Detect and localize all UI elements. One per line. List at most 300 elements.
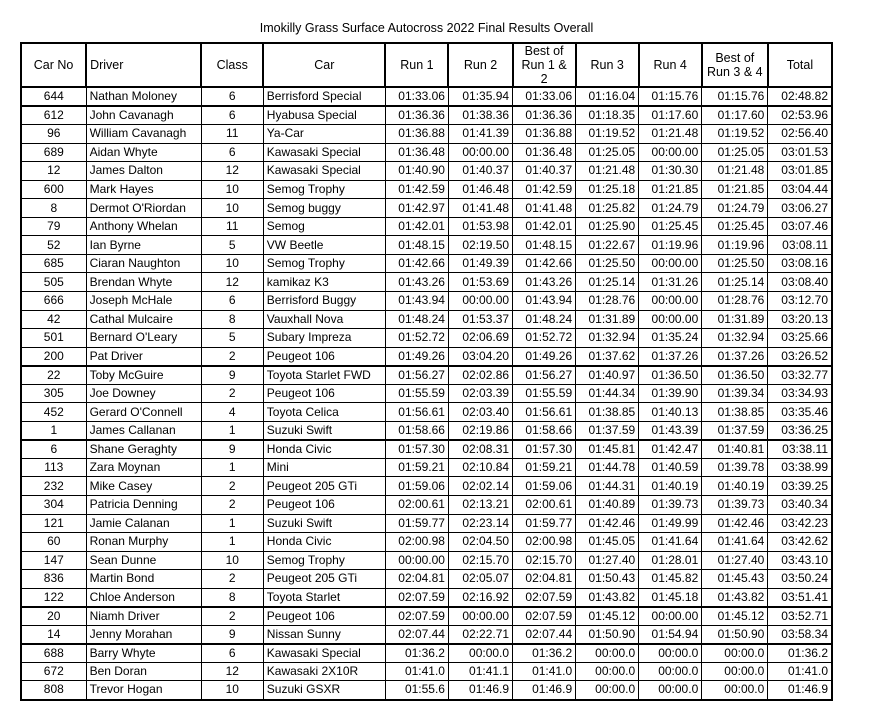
cell-run3: 01:40.97: [576, 366, 639, 385]
cell-run4: 01:31.26: [639, 273, 702, 292]
sheet-title: Imokilly Grass Surface Autocross 2022 Final Results Overall: [259, 21, 594, 35]
cell-run4: 01:35.24: [639, 329, 702, 348]
cell-best34: 01:40.81: [702, 440, 768, 459]
table-row: [21, 607, 832, 626]
cell-car-no: 20: [21, 607, 86, 626]
cell-car: Vauxhall Nova: [263, 310, 385, 329]
cell-total: 03:43.10: [768, 551, 832, 570]
cell-run4: 01:40.59: [639, 458, 702, 477]
cell-run3: 01:45.81: [576, 440, 639, 459]
cell-car: Berrisford Buggy: [263, 291, 385, 310]
cell-run2: 02:23.14: [448, 514, 512, 533]
header-car-no: Car No: [21, 43, 86, 87]
cell-class: 12: [201, 273, 263, 292]
cell-run4: 00:00.00: [639, 291, 702, 310]
cell-driver: Sean Dunne: [86, 551, 201, 570]
cell-run4: 01:21.85: [639, 180, 702, 199]
cell-run4: 00:00.00: [639, 310, 702, 329]
cell-run4: 01:42.47: [639, 440, 702, 459]
cell-driver: Ian Byrne: [86, 236, 201, 255]
cell-class: 2: [201, 607, 263, 626]
cell-total: 03:04.44: [768, 180, 832, 199]
cell-best34: 00:00.0: [702, 681, 768, 700]
cell-car-no: 6: [21, 440, 86, 459]
table-row: [21, 421, 832, 440]
cell-car-no: 836: [21, 570, 86, 589]
cell-run4: 00:00.0: [639, 662, 702, 681]
cell-car-no: 113: [21, 458, 86, 477]
cell-car: Peugeot 106: [263, 384, 385, 403]
cell-driver: Mark Hayes: [86, 180, 201, 199]
cell-best34: 01:38.85: [702, 403, 768, 422]
cell-total: 03:32.77: [768, 366, 832, 385]
cell-run4: 01:21.48: [639, 125, 702, 144]
cell-best34: 01:36.50: [702, 366, 768, 385]
cell-total: 03:08.11: [768, 236, 832, 255]
cell-total: 02:53.96: [768, 106, 832, 125]
cell-total: 03:08.40: [768, 273, 832, 292]
header-run3: Run 3: [576, 43, 639, 87]
cell-best12: 01:42.59: [513, 180, 576, 199]
cell-best12: 02:04.81: [513, 570, 576, 589]
cell-run1: 02:00.98: [385, 533, 448, 552]
cell-run4: 00:00.0: [639, 681, 702, 700]
cell-best12: 01:43.26: [513, 273, 576, 292]
table-row: [21, 477, 832, 496]
cell-best12: 01:33.06: [513, 87, 576, 106]
table-row: [21, 217, 832, 236]
cell-car: Subary Impreza: [263, 329, 385, 348]
cell-run2: 01:35.94: [448, 87, 512, 106]
cell-run3: 01:44.78: [576, 458, 639, 477]
cell-run4: 01:19.96: [639, 236, 702, 255]
cell-class: 1: [201, 458, 263, 477]
cell-run3: 01:21.48: [576, 162, 639, 181]
cell-class: 6: [201, 87, 263, 106]
cell-best12: 01:41.48: [513, 199, 576, 218]
cell-total: 03:36.25: [768, 421, 832, 440]
cell-run2: 01:41.1: [448, 662, 512, 681]
cell-class: 1: [201, 533, 263, 552]
header-row: [21, 43, 832, 87]
table-row: [21, 329, 832, 348]
cell-run4: 00:00.00: [639, 254, 702, 273]
cell-run1: 01:43.94: [385, 291, 448, 310]
header-driver: Driver: [86, 43, 201, 87]
cell-class: 12: [201, 162, 263, 181]
cell-car: Peugeot 205 GTi: [263, 477, 385, 496]
cell-run1: 01:36.48: [385, 143, 448, 162]
cell-run1: 01:36.88: [385, 125, 448, 144]
cell-class: 5: [201, 236, 263, 255]
cell-total: 01:41.0: [768, 662, 832, 681]
cell-run1: 01:33.06: [385, 87, 448, 106]
cell-class: 2: [201, 495, 263, 514]
cell-total: 03:08.16: [768, 254, 832, 273]
cell-total: 03:51.41: [768, 588, 832, 607]
cell-driver: James Dalton: [86, 162, 201, 181]
cell-best34: 01:25.14: [702, 273, 768, 292]
cell-run2: 01:46.9: [448, 681, 512, 700]
cell-car: Semog: [263, 217, 385, 236]
table-row: [21, 625, 832, 644]
header-best12-line2: Run 1 & 2: [521, 58, 567, 86]
header-class: Class: [201, 43, 263, 87]
cell-best34: 01:45.43: [702, 570, 768, 589]
cell-run4: 01:15.76: [639, 87, 702, 106]
cell-run4: 01:37.26: [639, 347, 702, 366]
table-row: [21, 644, 832, 663]
cell-run2: 00:00.00: [448, 607, 512, 626]
cell-driver: Chloe Anderson: [86, 588, 201, 607]
cell-car: Toyota Starlet FWD: [263, 366, 385, 385]
cell-best12: 01:48.24: [513, 310, 576, 329]
cell-driver: Pat Driver: [86, 347, 201, 366]
cell-best34: 01:28.76: [702, 291, 768, 310]
cell-best12: 01:42.01: [513, 217, 576, 236]
cell-car-no: 8: [21, 199, 86, 218]
cell-best12: 01:36.48: [513, 143, 576, 162]
cell-run2: 02:02.86: [448, 366, 512, 385]
header-best12-line1: Best of: [524, 44, 564, 58]
cell-run3: 01:50.43: [576, 570, 639, 589]
cell-best12: 01:59.21: [513, 458, 576, 477]
cell-run1: 01:48.24: [385, 310, 448, 329]
cell-run1: 01:41.0: [385, 662, 448, 681]
cell-driver: Patricia Denning: [86, 495, 201, 514]
cell-run1: 01:59.06: [385, 477, 448, 496]
cell-run2: 01:53.37: [448, 310, 512, 329]
cell-class: 8: [201, 310, 263, 329]
cell-car-no: 60: [21, 533, 86, 552]
cell-run3: 01:44.34: [576, 384, 639, 403]
table-row: [21, 199, 832, 218]
cell-run2: 00:00.0: [448, 644, 512, 663]
cell-class: 2: [201, 570, 263, 589]
cell-class: 1: [201, 421, 263, 440]
cell-best12: 02:07.44: [513, 625, 576, 644]
cell-car: Semog buggy: [263, 199, 385, 218]
cell-driver: Shane Geraghty: [86, 440, 201, 459]
cell-run3: 01:32.94: [576, 329, 639, 348]
cell-run4: 01:36.50: [639, 366, 702, 385]
cell-driver: Jenny Morahan: [86, 625, 201, 644]
cell-best12: 01:36.2: [513, 644, 576, 663]
cell-car: Peugeot 106: [263, 495, 385, 514]
cell-car-no: 689: [21, 143, 86, 162]
cell-total: 01:46.9: [768, 681, 832, 700]
cell-best12: 02:00.61: [513, 495, 576, 514]
cell-car-no: 688: [21, 644, 86, 663]
cell-run2: 01:41.39: [448, 125, 512, 144]
cell-best34: 01:19.96: [702, 236, 768, 255]
cell-car: Toyota Celica: [263, 403, 385, 422]
cell-best34: 01:37.59: [702, 421, 768, 440]
cell-best12: 01:46.9: [513, 681, 576, 700]
table-row: [21, 681, 832, 700]
cell-class: 6: [201, 143, 263, 162]
cell-car: Peugeot 106: [263, 607, 385, 626]
cell-run2: 01:49.39: [448, 254, 512, 273]
cell-car-no: 600: [21, 180, 86, 199]
cell-class: 12: [201, 662, 263, 681]
results-sheet: [20, 0, 833, 701]
cell-class: 10: [201, 199, 263, 218]
cell-run3: 01:31.89: [576, 310, 639, 329]
cell-run1: 02:07.59: [385, 607, 448, 626]
cell-run1: 02:00.61: [385, 495, 448, 514]
cell-driver: John Cavanagh: [86, 106, 201, 125]
cell-total: 03:07.46: [768, 217, 832, 236]
cell-best34: 01:31.89: [702, 310, 768, 329]
cell-driver: Joseph McHale: [86, 291, 201, 310]
cell-best34: 01:25.45: [702, 217, 768, 236]
cell-best34: 01:25.50: [702, 254, 768, 273]
header-run4: Run 4: [639, 43, 702, 87]
cell-run3: 01:38.85: [576, 403, 639, 422]
cell-driver: Aidan Whyte: [86, 143, 201, 162]
cell-run4: 01:40.19: [639, 477, 702, 496]
cell-car-no: 14: [21, 625, 86, 644]
cell-run3: 01:25.82: [576, 199, 639, 218]
results-table: [20, 42, 833, 701]
table-row: [21, 254, 832, 273]
cell-driver: Anthony Whelan: [86, 217, 201, 236]
header-car: Car: [263, 43, 385, 87]
cell-best34: 01:19.52: [702, 125, 768, 144]
cell-run1: 01:55.59: [385, 384, 448, 403]
cell-car: Kawasaki Special: [263, 162, 385, 181]
cell-total: 02:56.40: [768, 125, 832, 144]
cell-run3: 01:25.90: [576, 217, 639, 236]
cell-run4: 01:24.79: [639, 199, 702, 218]
table-row: [21, 162, 832, 181]
cell-driver: Ciaran Naughton: [86, 254, 201, 273]
table-row: [21, 384, 832, 403]
table-row: [21, 662, 832, 681]
cell-car-no: 22: [21, 366, 86, 385]
cell-class: 10: [201, 551, 263, 570]
cell-total: 03:26.52: [768, 347, 832, 366]
cell-driver: Martin Bond: [86, 570, 201, 589]
cell-best34: 00:00.0: [702, 662, 768, 681]
cell-run3: 01:19.52: [576, 125, 639, 144]
cell-run2: 01:53.69: [448, 273, 512, 292]
cell-best12: 01:49.26: [513, 347, 576, 366]
cell-car: Semog Trophy: [263, 551, 385, 570]
cell-car: Semog Trophy: [263, 180, 385, 199]
table-row: [21, 291, 832, 310]
cell-run2: 02:02.14: [448, 477, 512, 496]
cell-best12: 01:56.61: [513, 403, 576, 422]
cell-run1: 01:49.26: [385, 347, 448, 366]
cell-class: 6: [201, 291, 263, 310]
cell-driver: Niamh Driver: [86, 607, 201, 626]
cell-run1: 01:40.90: [385, 162, 448, 181]
cell-run4: 01:40.13: [639, 403, 702, 422]
cell-car-no: 1: [21, 421, 86, 440]
cell-best34: 01:39.34: [702, 384, 768, 403]
cell-run3: 01:50.90: [576, 625, 639, 644]
cell-total: 02:48.82: [768, 87, 832, 106]
cell-run1: 01:59.21: [385, 458, 448, 477]
cell-best34: 01:43.82: [702, 588, 768, 607]
cell-class: 2: [201, 477, 263, 496]
cell-driver: Brendan Whyte: [86, 273, 201, 292]
cell-best34: 01:50.90: [702, 625, 768, 644]
cell-run2: 02:03.40: [448, 403, 512, 422]
cell-total: 03:39.25: [768, 477, 832, 496]
cell-best12: 01:57.30: [513, 440, 576, 459]
cell-best34: 01:39.73: [702, 495, 768, 514]
cell-run2: 02:16.92: [448, 588, 512, 607]
cell-class: 10: [201, 681, 263, 700]
cell-run3: 01:42.46: [576, 514, 639, 533]
cell-best12: 01:48.15: [513, 236, 576, 255]
cell-best12: 01:59.06: [513, 477, 576, 496]
cell-car-no: 147: [21, 551, 86, 570]
cell-car-no: 122: [21, 588, 86, 607]
cell-best34: 01:32.94: [702, 329, 768, 348]
cell-car: Honda Civic: [263, 533, 385, 552]
table-row: [21, 533, 832, 552]
cell-run4: 01:45.82: [639, 570, 702, 589]
cell-run2: 02:19.50: [448, 236, 512, 255]
cell-best34: 01:42.46: [702, 514, 768, 533]
cell-run1: 01:42.59: [385, 180, 448, 199]
cell-run3: 01:28.76: [576, 291, 639, 310]
header-total: Total: [768, 43, 832, 87]
cell-run3: 01:45.12: [576, 607, 639, 626]
cell-run4: 01:43.39: [639, 421, 702, 440]
cell-car: Kawasaki Special: [263, 143, 385, 162]
cell-best12: 01:41.0: [513, 662, 576, 681]
cell-total: 03:58.34: [768, 625, 832, 644]
cell-run2: 01:40.37: [448, 162, 512, 181]
cell-car-no: 304: [21, 495, 86, 514]
cell-best34: 01:25.05: [702, 143, 768, 162]
cell-car-no: 672: [21, 662, 86, 681]
cell-run1: 01:52.72: [385, 329, 448, 348]
cell-car: Suzuki Swift: [263, 514, 385, 533]
table-row: [21, 403, 832, 422]
cell-car-no: 121: [21, 514, 86, 533]
cell-run1: 01:57.30: [385, 440, 448, 459]
cell-run2: 01:38.36: [448, 106, 512, 125]
cell-car-no: 200: [21, 347, 86, 366]
cell-run1: 01:43.26: [385, 273, 448, 292]
cell-car-no: 505: [21, 273, 86, 292]
cell-run3: 01:37.59: [576, 421, 639, 440]
cell-car: kamikaz K3: [263, 273, 385, 292]
cell-run3: 01:25.18: [576, 180, 639, 199]
cell-run2: 02:13.21: [448, 495, 512, 514]
cell-car: Suzuki GSXR: [263, 681, 385, 700]
cell-run3: 01:22.67: [576, 236, 639, 255]
cell-run3: 00:00.0: [576, 681, 639, 700]
cell-run4: 01:28.01: [639, 551, 702, 570]
table-row: [21, 514, 832, 533]
cell-run2: 02:22.71: [448, 625, 512, 644]
cell-class: 9: [201, 440, 263, 459]
cell-car-no: 612: [21, 106, 86, 125]
cell-driver: Toby McGuire: [86, 366, 201, 385]
cell-best34: 01:40.19: [702, 477, 768, 496]
cell-total: 03:34.93: [768, 384, 832, 403]
cell-driver: Mike Casey: [86, 477, 201, 496]
cell-driver: Nathan Moloney: [86, 87, 201, 106]
cell-total: 03:42.62: [768, 533, 832, 552]
cell-run4: 01:54.94: [639, 625, 702, 644]
cell-car: Ya-Car: [263, 125, 385, 144]
cell-run2: 00:00.00: [448, 143, 512, 162]
table-row: [21, 551, 832, 570]
cell-run2: 01:41.48: [448, 199, 512, 218]
cell-car: Kawasaki 2X10R: [263, 662, 385, 681]
cell-run4: 01:39.73: [639, 495, 702, 514]
cell-run3: 01:25.14: [576, 273, 639, 292]
cell-total: 03:38.11: [768, 440, 832, 459]
cell-run3: 01:45.05: [576, 533, 639, 552]
cell-run1: 01:55.6: [385, 681, 448, 700]
table-row: [21, 310, 832, 329]
cell-car-no: 42: [21, 310, 86, 329]
cell-class: 10: [201, 254, 263, 273]
cell-car-no: 52: [21, 236, 86, 255]
cell-car-no: 452: [21, 403, 86, 422]
cell-class: 11: [201, 125, 263, 144]
cell-run4: 01:45.18: [639, 588, 702, 607]
cell-driver: Gerard O'Connell: [86, 403, 201, 422]
cell-run3: 01:25.50: [576, 254, 639, 273]
table-row: [21, 347, 832, 366]
cell-run1: 01:42.01: [385, 217, 448, 236]
cell-best12: 02:15.70: [513, 551, 576, 570]
cell-run4: 00:00.00: [639, 607, 702, 626]
cell-run4: 00:00.0: [639, 644, 702, 663]
cell-run2: 02:19.86: [448, 421, 512, 440]
cell-run1: 00:00.00: [385, 551, 448, 570]
cell-car-no: 305: [21, 384, 86, 403]
cell-total: 03:35.46: [768, 403, 832, 422]
cell-class: 1: [201, 514, 263, 533]
cell-run2: 01:46.48: [448, 180, 512, 199]
cell-best12: 01:43.94: [513, 291, 576, 310]
cell-best34: 01:37.26: [702, 347, 768, 366]
cell-run1: 01:56.27: [385, 366, 448, 385]
cell-best12: 01:59.77: [513, 514, 576, 533]
cell-class: 9: [201, 625, 263, 644]
cell-class: 10: [201, 180, 263, 199]
cell-run1: 01:58.66: [385, 421, 448, 440]
cell-total: 03:06.27: [768, 199, 832, 218]
header-run2: Run 2: [448, 43, 512, 87]
cell-class: 5: [201, 329, 263, 348]
cell-run1: 02:07.59: [385, 588, 448, 607]
header-best34-line2: Run 3 & 4: [706, 65, 763, 79]
cell-run1: 01:42.66: [385, 254, 448, 273]
cell-best12: 01:36.88: [513, 125, 576, 144]
cell-best34: 01:27.40: [702, 551, 768, 570]
table-row: [21, 458, 832, 477]
cell-class: 9: [201, 366, 263, 385]
cell-run4: 01:41.64: [639, 533, 702, 552]
cell-total: 03:01.53: [768, 143, 832, 162]
cell-total: 03:20.13: [768, 310, 832, 329]
cell-car: Peugeot 106: [263, 347, 385, 366]
cell-class: 11: [201, 217, 263, 236]
cell-total: 01:36.2: [768, 644, 832, 663]
